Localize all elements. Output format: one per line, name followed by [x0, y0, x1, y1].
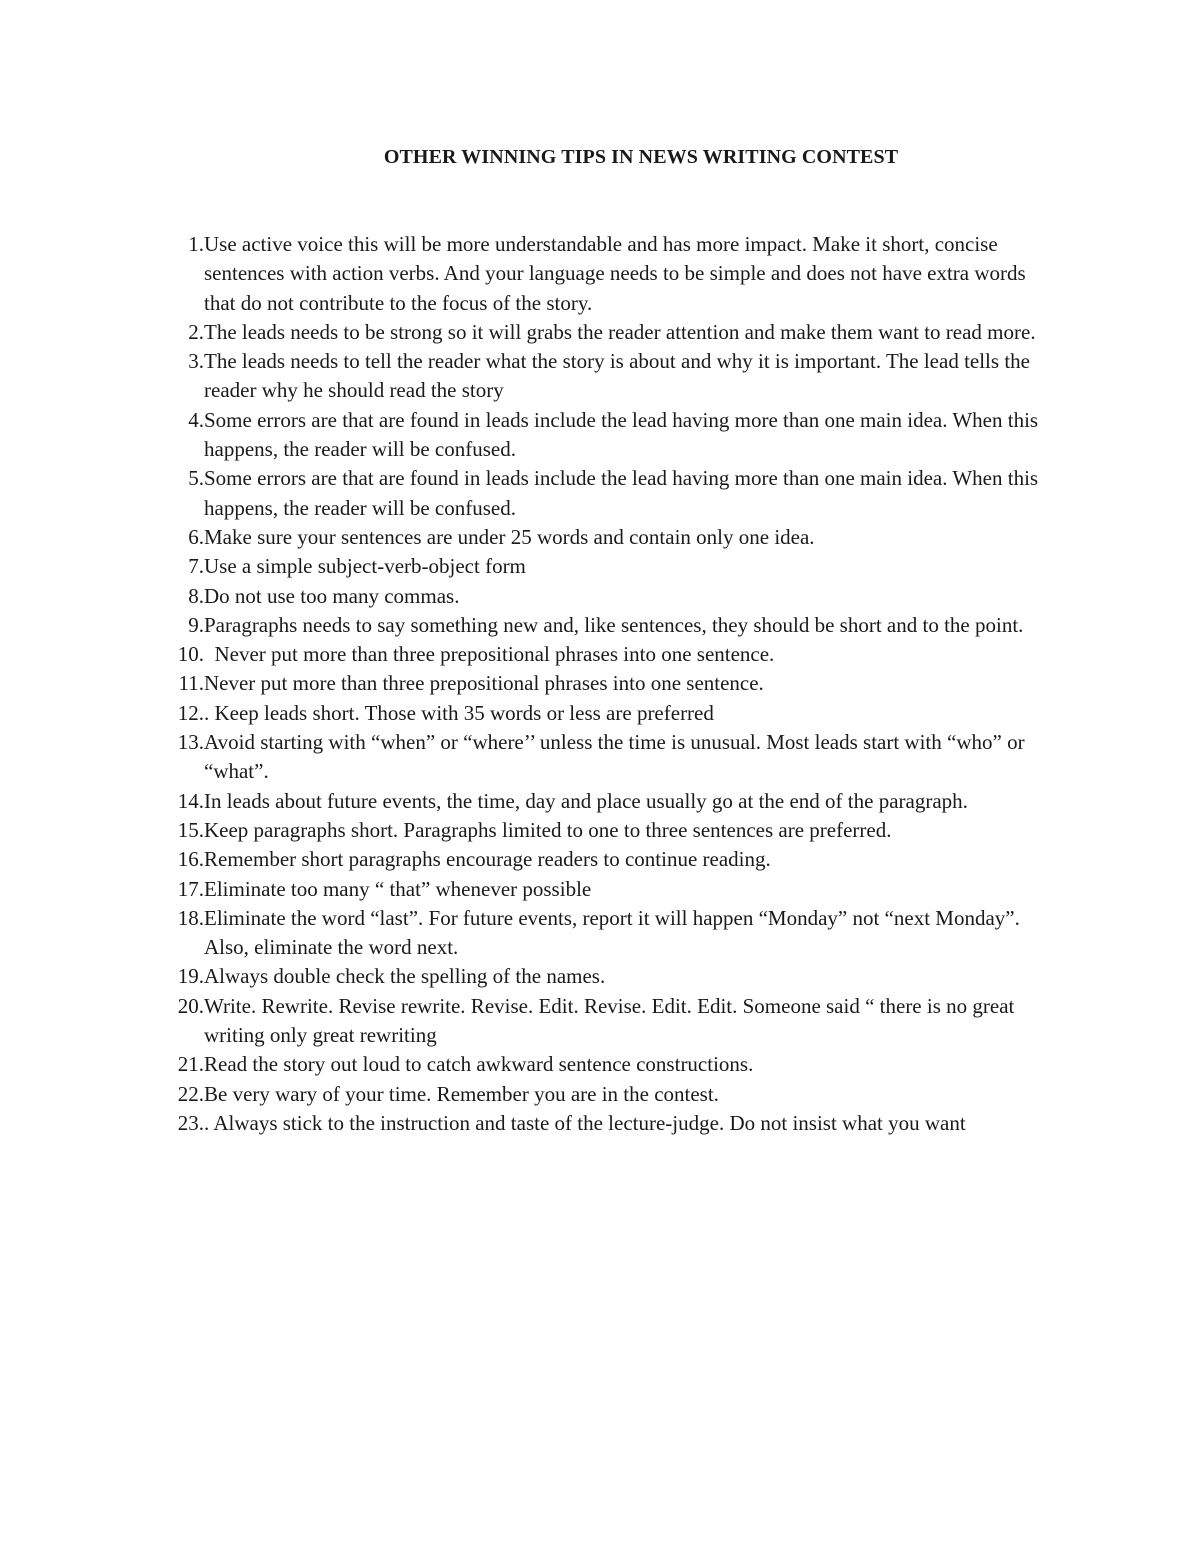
list-item-text: The leads needs to be strong so it will grabs the reader attention and make them want to read more.	[204, 319, 1036, 344]
list-item	[160, 230, 1060, 318]
list-item-number: 19.	[177, 964, 204, 989]
list-item	[160, 699, 1060, 728]
list-item-text: Be very wary of your time. Remember you are in the contest.	[204, 1081, 719, 1106]
list-item-text: Eliminate too many “ that” whenever possible	[204, 876, 592, 901]
tips-list	[160, 230, 1060, 1138]
list-item	[160, 904, 1060, 963]
list-item	[160, 962, 1060, 991]
list-item-text: Never put more than three prepositional phrases into one sentence.	[204, 642, 775, 667]
list-item	[160, 552, 1060, 581]
list-item	[160, 582, 1060, 611]
list-item-text: Keep paragraphs short. Paragraphs limited to one to three sentences are preferred.	[204, 817, 892, 842]
list-item	[160, 523, 1060, 552]
list-item-text: Read the story out loud to catch awkward sentence constructions.	[204, 1052, 754, 1077]
list-item-number: 2.	[188, 319, 204, 344]
list-item-number: 16.	[177, 847, 204, 872]
list-item-number: 15.	[177, 817, 204, 842]
list-item-text: Write. Rewrite. Revise rewrite. Revise. Edit. Revise. Edit. Edit. Someone said “ there is no great writing only great rewriting	[204, 993, 1020, 1048]
list-item	[160, 875, 1060, 904]
document-title: OTHER WINNING TIPS IN NEWS WRITING CONTEST	[383, 146, 899, 168]
list-item	[160, 347, 1060, 406]
list-item-text: Never put more than three prepositional phrases into one sentence.	[204, 671, 764, 696]
list-item	[160, 406, 1060, 465]
list-item-text: Always double check the spelling of the names.	[204, 964, 606, 989]
list-item-number: 13.	[177, 730, 204, 755]
list-item-text: In leads about future events, the time, day and place usually go at the end of the paragraph.	[204, 788, 968, 813]
list-item-text: . Keep leads short. Those with 35 words or less are preferred	[204, 700, 714, 725]
list-item-text: Make sure your sentences are under 25 words and contain only one idea.	[204, 524, 815, 549]
list-item-text: Use active voice this will be more understandable and has more impact. Make it short, concise sentences with action verbs. And your language needs to be simple and does not have extra words that do not contribute to the focus of the story.	[204, 232, 1031, 315]
list-item-number: 5.	[188, 466, 204, 491]
list-item	[160, 318, 1060, 347]
list-item-text: Use a simple subject-verb-object form	[204, 554, 526, 579]
list-item	[160, 728, 1060, 787]
list-item	[160, 464, 1060, 523]
list-item	[160, 669, 1060, 698]
list-item-text: Some errors are that are found in leads include the lead having more than one main idea. When this happens, the reader will be confused.	[204, 407, 1044, 462]
list-item-number: 23.	[177, 1110, 204, 1135]
list-item	[160, 611, 1060, 640]
list-item-number: 7.	[188, 554, 204, 579]
list-item	[160, 1080, 1060, 1109]
list-item-number: 1.	[188, 232, 204, 256]
list-item-text: Some errors are that are found in leads include the lead having more than one main idea. When this happens, the reader will be confused.	[204, 466, 1044, 520]
list-item-number: 9.	[188, 612, 204, 637]
list-item	[160, 1109, 1060, 1138]
list-item	[160, 1050, 1060, 1079]
list-item-number: 17.	[177, 876, 204, 901]
list-item-text: Eliminate the word “last”. For future events, report it will happen “Monday” not “next Monday”. Also, eliminate the word next.	[204, 905, 1024, 960]
list-item-number: 6.	[188, 524, 204, 549]
list-item-number: 22.	[177, 1081, 204, 1106]
list-item-number: 8.	[188, 583, 204, 608]
list-item-number: 4.	[188, 407, 204, 432]
list-item-text: The leads needs to tell the reader what the story is about and why it is important. The lead tells the reader why he should read the story	[204, 349, 1036, 403]
list-item-text: Do not use too many commas.	[204, 583, 460, 608]
list-item-number: 3.	[188, 349, 204, 374]
list-item	[160, 816, 1060, 845]
list-item-text: . Always stick to the instruction and taste of the lecture-judge. Do not insist what you want	[204, 1110, 966, 1135]
list-item-number: 11.	[178, 671, 204, 696]
list-item-number: 21.	[177, 1052, 204, 1077]
list-item-text: Remember short paragraphs encourage readers to continue reading.	[204, 847, 771, 872]
list-item-number: 20.	[177, 993, 204, 1018]
list-item-number: 14.	[177, 788, 204, 813]
list-item	[160, 845, 1060, 874]
list-item-text: Paragraphs needs to say something new and, like sentences, they should be short and to the point.	[204, 612, 1024, 637]
list-item	[160, 640, 1060, 669]
list-item-number: 18.	[177, 905, 204, 930]
list-item-number: 10.	[177, 642, 204, 667]
list-item-text: Avoid starting with “when” or “where’’ unless the time is unusual. Most leads start with “who” or “what”.	[204, 730, 1030, 784]
list-item	[160, 992, 1060, 1051]
list-item-number: 12.	[177, 700, 204, 725]
list-item	[160, 787, 1060, 816]
